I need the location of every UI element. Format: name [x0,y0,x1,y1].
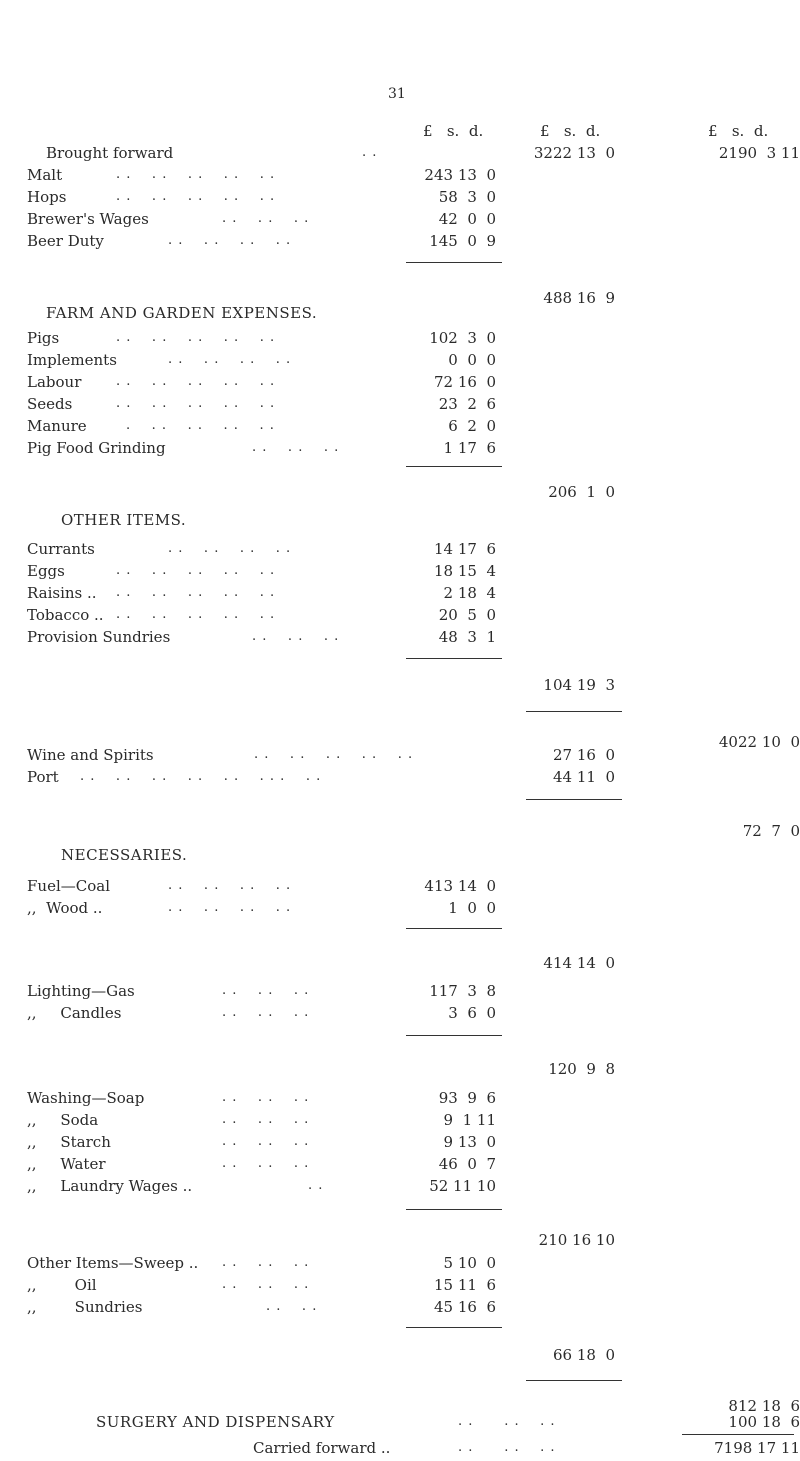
farm-item-label: Manure [27,417,87,435]
washing-item-amount: 9 13 0 [443,1133,496,1151]
carried-forward-label: Carried forward .. [253,1439,391,1457]
rule [406,928,502,929]
other-item-label: Currants [27,540,95,558]
farm-item-label: Pig Food Grinding [27,439,166,457]
beer-item-label: Malt [27,166,63,184]
fuel-subtotal: 414 14 0 [543,954,615,972]
farm-heading: FARM AND GARDEN EXPENSES. [46,304,318,322]
fuel-item-amount: 1 0 0 [448,899,496,917]
rule [526,799,622,800]
lighting-item-amount: 3 6 0 [448,1004,496,1022]
wine-item-amount: 27 16 0 [552,746,615,764]
washing-item-label: Washing—Soap [27,1089,145,1107]
other-item-amount: 20 5 0 [438,606,496,624]
washing-item-label: ,, Water [27,1155,106,1173]
lighting-subtotal: 120 9 8 [548,1060,615,1078]
rule [406,658,502,659]
rule [406,466,502,467]
wine-item-label: Port [27,768,59,786]
page-number: 31 [388,86,406,102]
other-necessary-amount: 45 16 6 [433,1298,496,1316]
beer-item-label: Brewer's Wages [27,210,149,228]
lighting-item-amount: 117 3 8 [429,982,496,1000]
farm-subtotal: 206 1 0 [548,483,615,501]
surgery-label: SURGERY AND DISPENSARY [96,1413,335,1431]
other-item-amount: 2 18 4 [443,584,496,602]
beer-item-amount: 58 3 0 [438,188,496,206]
brought-forward-c3: 2190 3 11 [718,144,800,162]
farm-item-amount: 102 3 0 [429,329,496,347]
beer-subtotal: 488 16 9 [543,289,615,307]
wine-item-label: Wine and Spirits [27,746,154,764]
other-heading: OTHER ITEMS. [61,511,187,529]
column-header-3: £ s. d. [708,122,769,140]
farm-item-amount: 72 16 0 [433,373,496,391]
fuel-item-label: ,, Wood .. [27,899,103,917]
washing-item-label: ,, Laundry Wages .. [27,1177,193,1195]
rule [526,711,622,712]
farm-item-amount: 0 0 0 [448,351,496,369]
beer-item-amount: 145 0 9 [429,232,496,250]
washing-item-amount: 52 11 10 [429,1177,496,1195]
beer-item-amount: 243 13 0 [424,166,496,184]
section-total: 4022 10 0 [718,733,800,751]
farm-item-label: Pigs [27,329,60,347]
beer-item-amount: 42 0 0 [438,210,496,228]
necessaries-heading: NECESSARIES. [61,846,188,864]
other-subtotal: 104 19 3 [543,676,615,694]
surgery-amount: 100 18 6 [728,1413,800,1431]
other-necessary-subtotal: 66 18 0 [552,1346,615,1364]
other-item-label: Raisins .. [27,584,97,602]
washing-item-amount: 9 1 11 [443,1111,496,1129]
other-item-amount: 14 17 6 [433,540,496,558]
rule [406,262,502,263]
other-item-label: Provision Sundries [27,628,171,646]
other-necessary-label: Other Items—Sweep .. [27,1254,199,1272]
other-item-amount: 18 15 4 [433,562,496,580]
farm-item-label: Seeds [27,395,73,413]
rule [682,1434,794,1435]
farm-item-amount: 6 2 0 [448,417,496,435]
necessaries-total: 812 18 6 [728,1397,800,1415]
rule [406,1209,502,1210]
washing-item-amount: 46 0 7 [438,1155,496,1173]
washing-item-label: ,, Starch [27,1133,111,1151]
brought-forward-c2: 3222 13 0 [533,144,615,162]
wine-item-amount: 44 11 0 [552,768,615,786]
farm-item-amount: 1 17 6 [443,439,496,457]
washing-item-label: ,, Soda [27,1111,99,1129]
other-item-amount: 48 3 1 [438,628,496,646]
brought-forward-label: Brought forward [46,144,174,162]
washing-subtotal: 210 16 10 [538,1231,615,1249]
washing-item-amount: 93 9 6 [438,1089,496,1107]
rule [406,1327,502,1328]
other-necessary-amount: 5 10 0 [443,1254,496,1272]
fuel-item-amount: 413 14 0 [424,877,496,895]
other-item-label: Eggs [27,562,65,580]
lighting-item-label: Lighting—Gas [27,982,135,1000]
wine-total: 72 7 0 [742,822,800,840]
carried-forward-amount: 7198 17 11 [714,1439,800,1457]
beer-item-label: Beer Duty [27,232,104,250]
fuel-item-label: Fuel—Coal [27,877,110,895]
farm-item-amount: 23 2 6 [438,395,496,413]
other-necessary-label: ,, Oil [27,1276,97,1294]
farm-item-label: Labour [27,373,82,391]
lighting-item-label: ,, Candles [27,1004,122,1022]
other-necessary-amount: 15 11 6 [433,1276,496,1294]
farm-item-label: Implements [27,351,117,369]
other-item-label: Tobacco .. [27,606,104,624]
beer-item-label: Hops [27,188,67,206]
other-necessary-label: ,, Sundries [27,1298,143,1316]
column-header-1: £ s. d. [423,122,484,140]
rule [406,1035,502,1036]
rule [526,1380,622,1381]
column-header-2: £ s. d. [540,122,601,140]
